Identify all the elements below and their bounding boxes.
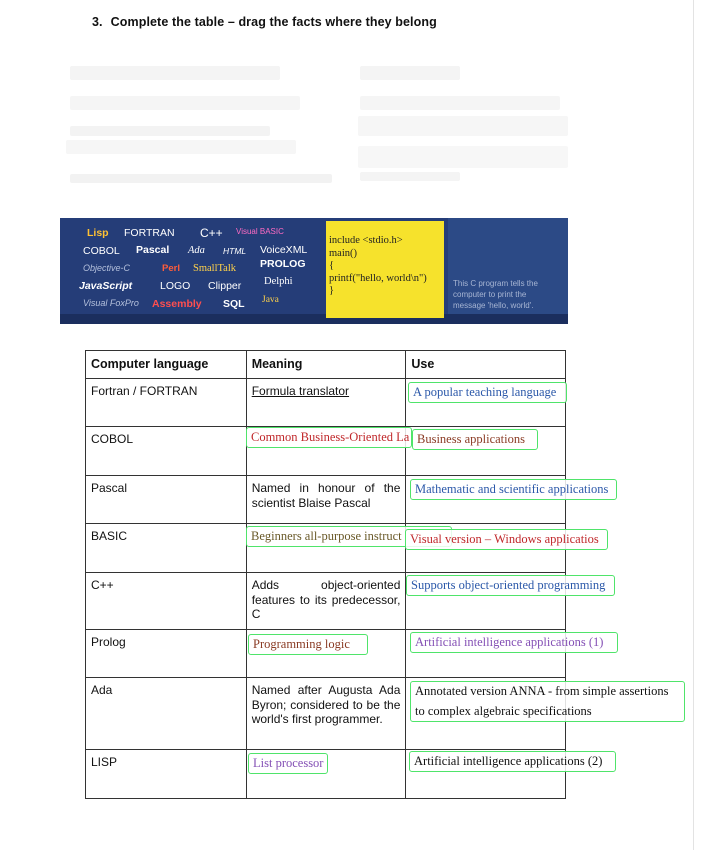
lang-logo: LOGO: [160, 280, 191, 292]
lang-lisp: Lisp: [87, 227, 109, 239]
task-number: 3.: [92, 15, 103, 29]
c-program-code: [326, 221, 444, 318]
cell-meaning: Named in honour of the scientist Blaise Pascal: [246, 476, 406, 524]
fact-math-science-applications[interactable]: Mathematic and scientific applications: [410, 479, 617, 500]
lang-clipper: Clipper: [208, 280, 242, 292]
cell-language: LISP: [86, 750, 247, 799]
cell-language: BASIC: [86, 524, 247, 573]
faded-drop-zone: [66, 140, 296, 154]
task-title: Complete the table – drag the facts where they belong: [110, 15, 437, 29]
lang-cpp: C++: [200, 226, 223, 240]
faded-drop-zone: [70, 96, 300, 110]
faded-drop-zone: [360, 172, 460, 181]
fact-ai-applications-2[interactable]: Artificial intelligence applications (2): [409, 751, 616, 772]
languages-banner: [60, 218, 568, 324]
lang-visual-foxpro: Visual FoxPro: [83, 298, 139, 308]
cell-meaning: [246, 379, 406, 427]
fact-visual-version[interactable]: Visual version – Windows applicatios: [405, 529, 608, 550]
cell-language: Fortran / FORTRAN: [86, 379, 247, 427]
code-line: }: [329, 285, 335, 296]
cell-language: Pascal: [86, 476, 247, 524]
lang-sql: SQL: [223, 298, 245, 310]
lang-ada: Ada: [188, 245, 205, 256]
cell-meaning: Named after Augusta Ada Byron; considered to be the world's first programmer.: [246, 678, 406, 750]
cell-language: Prolog: [86, 630, 247, 678]
fact-business-applications[interactable]: Business applications: [412, 429, 538, 450]
fact-ada-use-line-1: Annotated version ANNA - from simple assertions: [415, 684, 669, 698]
faded-drop-zone: [360, 96, 560, 110]
code-line: main(): [329, 247, 357, 259]
lang-assembly: Assembly: [152, 298, 202, 310]
lang-smalltalk: SmallTalk: [193, 263, 237, 274]
cell-meaning-text: Formula translator: [251, 384, 350, 398]
faded-drop-zone: [360, 66, 460, 80]
lang-visual-basic: Visual BASIC: [236, 227, 284, 236]
fact-basic-meaning[interactable]: Beginners all-purpose instruct: [246, 526, 452, 547]
cell-language: C++: [86, 573, 247, 630]
page-edge: [693, 0, 694, 850]
banner-strip: [60, 314, 568, 324]
code-line: include <stdio.h>: [329, 235, 403, 246]
fact-ada-use-line-2: to complex algebraic specifications: [415, 704, 592, 718]
fact-popular-teaching-language[interactable]: A popular teaching language: [408, 382, 567, 403]
faded-drop-zone: [70, 66, 280, 80]
lang-objective-c: Objective-C: [83, 263, 131, 273]
cell-language: Ada: [86, 678, 247, 750]
table-header-row: [86, 351, 566, 379]
lang-html: HTML: [223, 246, 247, 256]
faded-drop-zone: [70, 126, 270, 136]
lang-pascal: Pascal: [136, 244, 170, 256]
lang-voicexml: VoiceXML: [260, 244, 308, 256]
fact-list-processor[interactable]: List processor: [248, 753, 328, 774]
header-use: Use: [406, 351, 566, 379]
lang-prolog: PROLOG: [260, 258, 306, 270]
lang-delphi: Delphi: [264, 276, 293, 287]
fact-ai-applications-1[interactable]: Artificial intelligence applications (1): [410, 632, 618, 653]
faded-drop-zone: [70, 174, 332, 183]
task-heading: [92, 15, 437, 29]
lang-fortran: FORTRAN: [124, 227, 175, 239]
cell-meaning: Adds object-oriented features to its predecessor, C: [246, 573, 406, 630]
fact-programming-logic[interactable]: Programming logic: [248, 634, 368, 655]
code-line: printf("hello, world\n"): [329, 272, 427, 284]
fact-object-oriented[interactable]: Supports object-oriented programming: [406, 575, 615, 596]
lang-cobol: COBOL: [83, 245, 120, 257]
fact-ada-use[interactable]: [410, 681, 685, 722]
lang-javascript: JavaScript: [79, 280, 133, 292]
code-caption: This C program tells the computer to print the message 'hello, world'.: [453, 279, 538, 310]
header-language: Computer language: [86, 351, 247, 379]
cell-language: COBOL: [86, 427, 247, 476]
code-line: {: [329, 260, 335, 271]
faded-drop-zone: [358, 116, 568, 136]
header-meaning: Meaning: [246, 351, 406, 379]
lang-java: Java: [262, 295, 279, 305]
lang-perl: Perl: [162, 263, 180, 274]
fact-cobol-meaning[interactable]: Common Business-Oriented La: [246, 427, 412, 448]
faded-drop-zone: [358, 146, 568, 168]
